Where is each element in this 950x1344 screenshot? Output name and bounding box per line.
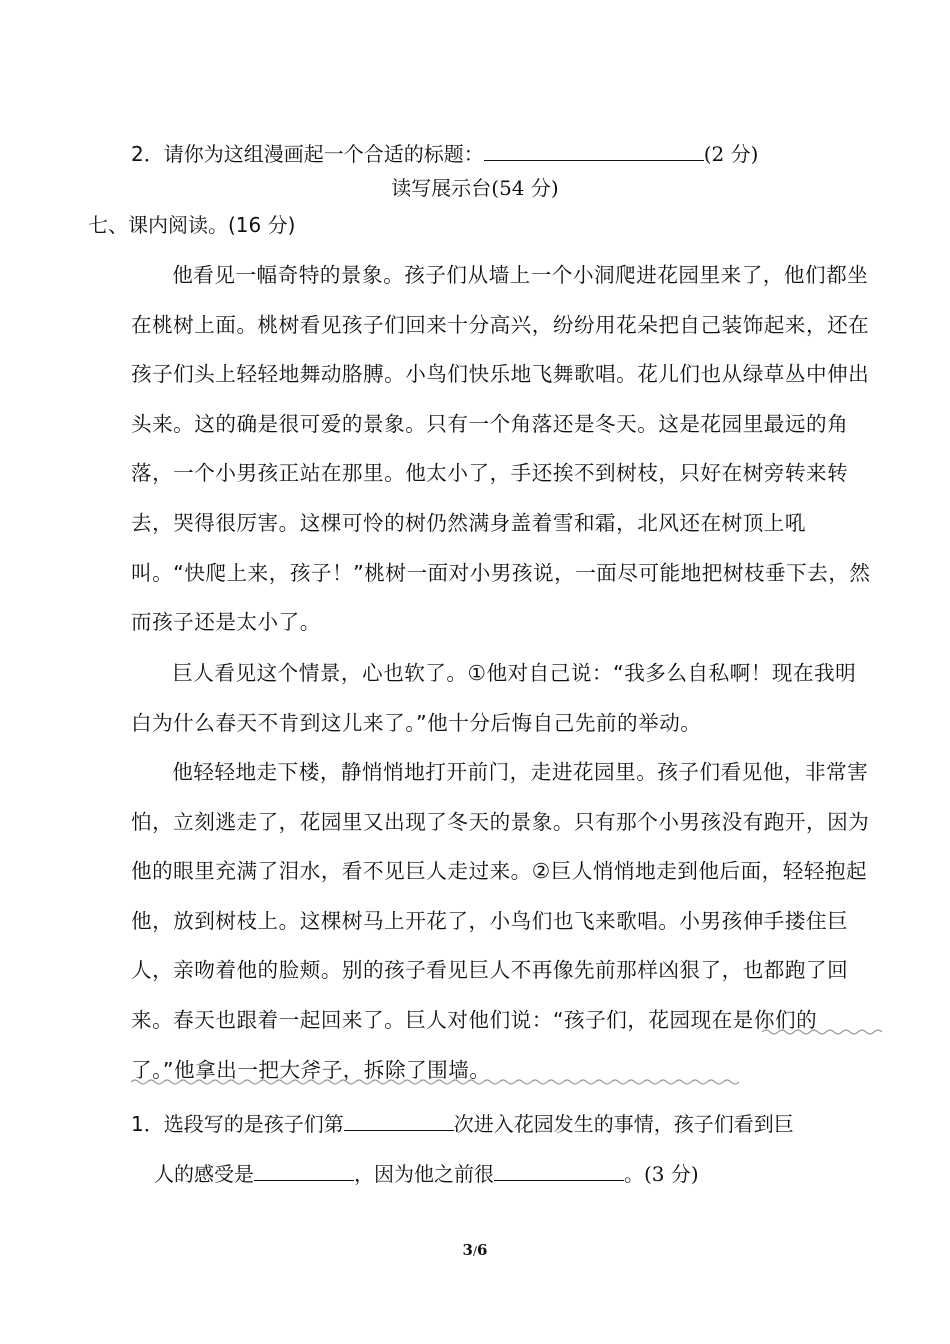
page-number [0,1241,950,1259]
passage-paragraph-2 [131,649,871,748]
paragraph-text: 他轻轻地走下楼，静悄悄地打开前门，走进花园里。孩子们看见他，非常害怕，立刻逃走了，花园里又出现了冬天的景象。只有那个小男孩没有跑开，因为他的眼里充满了泪水，看不见巨人走过来。②巨人悄悄地走到他后面，轻轻抱起他，放到树枝上。这棵树马上开花了，小鸟们也飞来歌唱。小男孩伸手搂住巨人，亲吻着他的脸颊。别的孩子看见巨人不再像先前那样凶狠了，也都跑了回来。春天也跟着一起回来了。巨人对他们说：“孩子们，花园现在是你们的了。”他拿出一把大斧子，拆除了围墙。 [131,760,870,1082]
question-1-number: 1． [131,1112,164,1136]
answer-blank-title[interactable] [484,142,704,161]
question-1-text-b: 次进入花园发生的事情，孩子们看到巨 [453,1112,794,1136]
section-title: 读写展示台(54 分) [391,176,559,200]
question-2-text: 请你为这组漫画起一个合适的标题： [163,142,484,166]
answer-blank-reason[interactable] [494,1162,624,1181]
question-1-text-c: 人的感受是 [154,1162,254,1186]
question-1-text-e: 。 [624,1162,644,1186]
answer-blank-visit-count[interactable] [344,1112,454,1131]
question-1-line-2 [154,1158,699,1187]
paragraph-text: 巨人看见这个情景，心也软了。①他对自己说：“我多么自私啊！现在我明白为什么春天不肯到这儿来了。”他十分后悔自己先前的举动。 [131,661,857,735]
question-1-score: (3 分) [644,1162,699,1186]
question-2-number: 2． [131,142,164,166]
section-7-heading: 七、课内阅读。(16 分) [88,213,296,237]
paragraph-text: 他看见一幅奇特的景象。孩子们从墙上一个小洞爬进花园里来了，他们都坐在桃树上面。桃树看见孩子们回来十分高兴，纷纷用花朵把自己装饰起来，还在孩子们头上轻轻地舞动胳膊。小鸟们快乐地飞舞歌唱。花儿们也从绿草丛中伸出头来。这的确是很可爱的景象。只有一个角落还是冬天。这是花园里最远的角落，一个小男孩正站在那里。他太小了，手还挨不到树枝，只好在树旁转来转去，哭得很厉害。这棵可怜的树仍然满身盖着雪和霜，北风还在树顶上吼叫。“快爬上来，孩子！”桃树一面对小男孩说，一面尽可能地把树枝垂下去，然而孩子还是太小了。 [131,263,871,635]
question-1-text-a: 选段写的是孩子们第 [163,1112,344,1136]
question-2-score: (2 分) [703,142,759,166]
question-1-text-d: ，因为他之前很 [354,1162,494,1186]
question-2 [131,138,758,167]
page-current: 3 [462,1241,473,1259]
passage-paragraph-1 [131,251,871,648]
passage-paragraph-3 [131,748,871,1095]
page-separator: / [472,1244,478,1258]
page-total: 6 [477,1241,488,1259]
question-1-line-1 [131,1108,794,1137]
answer-blank-feeling[interactable] [254,1162,354,1181]
